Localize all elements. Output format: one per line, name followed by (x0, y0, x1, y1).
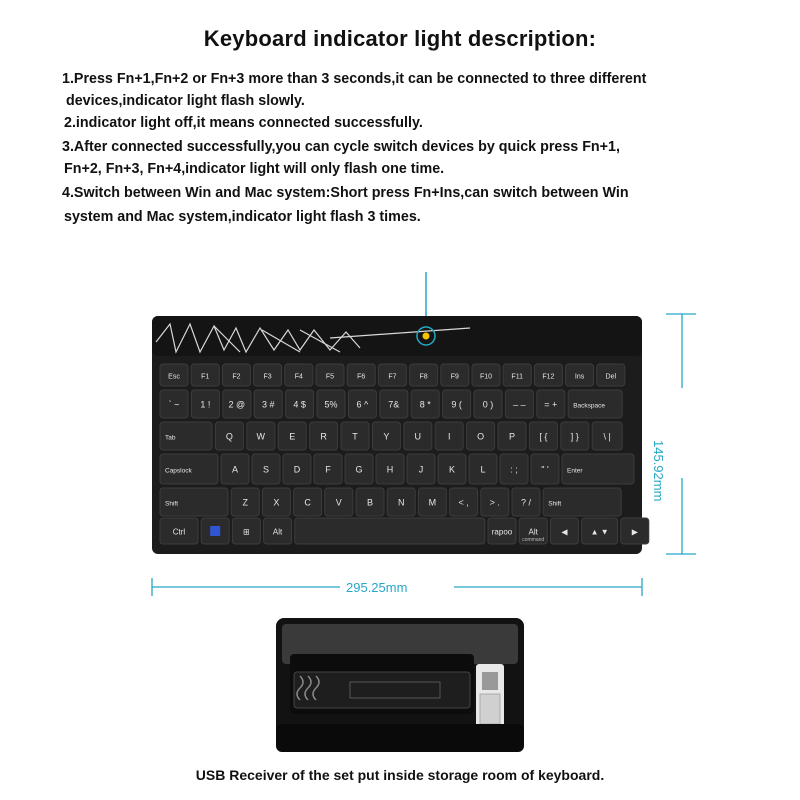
key-label: 8 * (419, 399, 431, 410)
image-caption: USB Receiver of the set put inside storage room of keyboard. (195, 767, 605, 783)
key-label: F10 (479, 373, 493, 381)
key-label: Enter (567, 467, 583, 475)
key-label: Z (242, 497, 248, 508)
key-row5-7 (550, 518, 578, 544)
key-row1-8 (411, 390, 439, 418)
key-row5-2 (232, 518, 260, 544)
key-label: = + (544, 399, 558, 410)
key-label: F3 (263, 373, 272, 381)
key-label: > . (489, 497, 500, 508)
key-row2-11 (529, 422, 557, 450)
key-label: 6 ^ (356, 399, 369, 410)
key-label: W (256, 431, 266, 442)
key-label: ` ~ (168, 399, 180, 410)
key-label: J (418, 464, 424, 475)
key-label: 1 ! (200, 399, 211, 410)
key-label: – – (513, 399, 526, 410)
key-row1-12 (537, 390, 565, 418)
instruction-line: devices,indicator light flash slowly. (66, 93, 305, 109)
key-label: 9 ( (451, 399, 462, 410)
key-row2-5 (341, 422, 369, 450)
key-row2-0 (160, 422, 212, 450)
keyboard-top-panel (152, 316, 642, 356)
key-label: H (386, 464, 394, 475)
key-row1-9 (443, 390, 471, 418)
battery-compartment-image (276, 618, 524, 752)
key-row5-8 (582, 518, 618, 544)
key-label: Del (605, 373, 617, 381)
key-label: 0 ) (482, 399, 494, 410)
key-label: " ' (541, 464, 549, 475)
key-label: \ | (603, 431, 611, 442)
key-row3-11 (531, 454, 559, 484)
key-row4-6 (387, 488, 415, 516)
indicator-light (423, 333, 430, 340)
key-label: R (320, 431, 327, 442)
key-label: ] } (570, 431, 579, 442)
key-label: [ { (539, 431, 548, 442)
key-row2-12 (561, 422, 589, 450)
width-dimension-label: 295.25mm (346, 580, 408, 595)
key-row3-4 (314, 454, 342, 484)
key-row1-1 (191, 390, 219, 418)
key-row0-4 (285, 364, 313, 386)
height-dimension-label: 145.92mm (651, 440, 666, 502)
key-row0-13 (566, 364, 594, 386)
key-row1-7 (380, 390, 408, 418)
key-label: F9 (450, 373, 459, 381)
key-row2-10 (498, 422, 526, 450)
key-label: F5 (325, 373, 335, 381)
instruction-line: Fn+2, Fn+3, Fn+4,indicator light will only flash one time. (64, 161, 445, 177)
key-label: P (508, 431, 516, 442)
key-label: G (355, 464, 363, 475)
key-row4-11 (543, 488, 621, 516)
key-label: L (480, 464, 486, 475)
key-row3-8 (438, 454, 466, 484)
key-row3-6 (376, 454, 404, 484)
key-label: ▶ (631, 527, 638, 537)
key-row1-0 (160, 390, 188, 418)
key-label: Shift (548, 500, 562, 508)
key-row1-13 (568, 390, 622, 418)
key-row4-8 (450, 488, 478, 516)
key-label: Shift (165, 500, 179, 508)
key-row4-7 (418, 488, 446, 516)
key-row0-8 (410, 364, 438, 386)
key-label: Alt (528, 527, 538, 537)
key-label: : ; (510, 464, 518, 475)
key-row4-4 (325, 488, 353, 516)
key-row0-2 (222, 364, 250, 386)
key-label: ? / (520, 497, 532, 508)
key-label: F11 (511, 373, 523, 381)
key-label: ⊞ (243, 527, 250, 537)
page-title: Keyboard indicator light description: (203, 26, 597, 51)
key-row2-3 (278, 422, 306, 450)
height-dimension-line (666, 314, 696, 554)
key-label: F4 (294, 373, 303, 381)
key-label: Alt (272, 527, 283, 537)
key-row5-5 (488, 518, 516, 544)
key-row1-2 (223, 390, 251, 418)
instruction-line: 4.Switch between Win and Mac system:Short press Fn+Ins,can switch between Win (62, 185, 629, 201)
key-label: 7& (388, 399, 400, 410)
key-row0-12 (534, 364, 562, 386)
key-label: I (447, 431, 451, 442)
key-label: S (262, 464, 270, 475)
key-row5-0 (160, 518, 198, 544)
fn-key-mark (210, 526, 220, 536)
instruction-line: system and Mac system,indicator light flash 3 times. (64, 209, 421, 225)
key-label: K (448, 464, 456, 475)
key-row4-2 (262, 488, 290, 516)
instruction-line: 2.indicator light off,it means connected successfully. (64, 115, 423, 131)
key-row1-3 (254, 390, 282, 418)
key-label: Ctrl (172, 527, 186, 537)
key-row3-0 (160, 454, 218, 484)
key-row0-3 (254, 364, 282, 386)
key-label: < , (458, 497, 469, 508)
key-label: V (335, 497, 342, 508)
key-label: F12 (542, 373, 555, 381)
key-row4-1 (231, 488, 259, 516)
key-row4-10 (512, 488, 540, 516)
key-row2-7 (404, 422, 432, 450)
key-row0-11 (503, 364, 531, 386)
key-label: F8 (419, 373, 428, 381)
key-label: F6 (357, 373, 366, 381)
key-row3-2 (252, 454, 280, 484)
key-label: ▲ ▼ (590, 527, 609, 537)
key-label: 5% (324, 399, 338, 410)
key-row5-3 (264, 518, 292, 544)
key-label: X (273, 497, 280, 508)
key-row3-10 (500, 454, 528, 484)
key-row3-5 (345, 454, 373, 484)
key-row1-4 (286, 390, 314, 418)
key-row5-1 (201, 518, 229, 544)
key-row3-12 (562, 454, 634, 484)
key-row5-6 (519, 518, 547, 544)
key-label: 2 @ (228, 399, 246, 410)
key-label: M (428, 497, 437, 508)
key-row2-13 (592, 422, 622, 450)
key-row1-6 (348, 390, 376, 418)
key-row3-1 (221, 454, 249, 484)
key-row2-2 (247, 422, 275, 450)
key-label: Esc (168, 373, 180, 381)
instruction-line: 3.After connected successfully,you can cycle switch devices by quick press Fn+1, (62, 139, 620, 155)
instruction-line: 1.Press Fn+1,Fn+2 or Fn+3 more than 3 seconds,it can be connected to three different (62, 71, 647, 87)
key-label: C (304, 497, 311, 508)
key-row0-9 (441, 364, 469, 386)
command-label: command (522, 537, 545, 543)
key-row1-5 (317, 390, 345, 418)
key-row4-5 (356, 488, 384, 516)
key-label: Capslock (165, 467, 192, 475)
key-row0-5 (316, 364, 344, 386)
key-row2-8 (435, 422, 463, 450)
key-row5-4 (295, 518, 485, 544)
key-label: N (397, 497, 405, 508)
key-row0-1 (191, 364, 219, 386)
key-label: B (366, 497, 374, 508)
key-label: F (325, 464, 331, 475)
key-label: O (477, 431, 485, 442)
key-label: F1 (201, 373, 210, 381)
key-row3-3 (283, 454, 311, 484)
key-row4-9 (481, 488, 509, 516)
key-row0-14 (597, 364, 625, 386)
key-row2-6 (372, 422, 400, 450)
key-label: 3 # (261, 399, 275, 410)
key-label: F2 (232, 373, 241, 381)
key-row1-11 (505, 390, 533, 418)
key-label: U (414, 431, 422, 442)
key-row2-4 (310, 422, 338, 450)
key-row0-0 (160, 364, 188, 386)
key-label: A (231, 464, 239, 475)
key-row4-3 (294, 488, 322, 516)
key-label: Q (225, 431, 233, 442)
key-row3-7 (407, 454, 435, 484)
key-label: Y (383, 431, 390, 442)
key-row2-9 (467, 422, 495, 450)
key-row3-9 (469, 454, 497, 484)
key-label: Tab (165, 434, 176, 442)
key-label: rapoo (491, 527, 513, 537)
key-row0-7 (378, 364, 406, 386)
key-label: D (293, 464, 301, 475)
key-row2-1 (215, 422, 243, 450)
key-row1-10 (474, 390, 502, 418)
key-label: 4 $ (293, 399, 306, 410)
key-label: E (289, 431, 296, 442)
key-row0-6 (347, 364, 375, 386)
key-row4-0 (160, 488, 228, 516)
key-label: Backspace (573, 402, 605, 410)
key-label: Ins (574, 373, 585, 381)
key-row5-9 (621, 518, 649, 544)
key-row0-10 (472, 364, 500, 386)
key-label: F7 (388, 373, 397, 381)
key-label: ◀ (561, 527, 568, 537)
key-label: T (352, 431, 358, 442)
